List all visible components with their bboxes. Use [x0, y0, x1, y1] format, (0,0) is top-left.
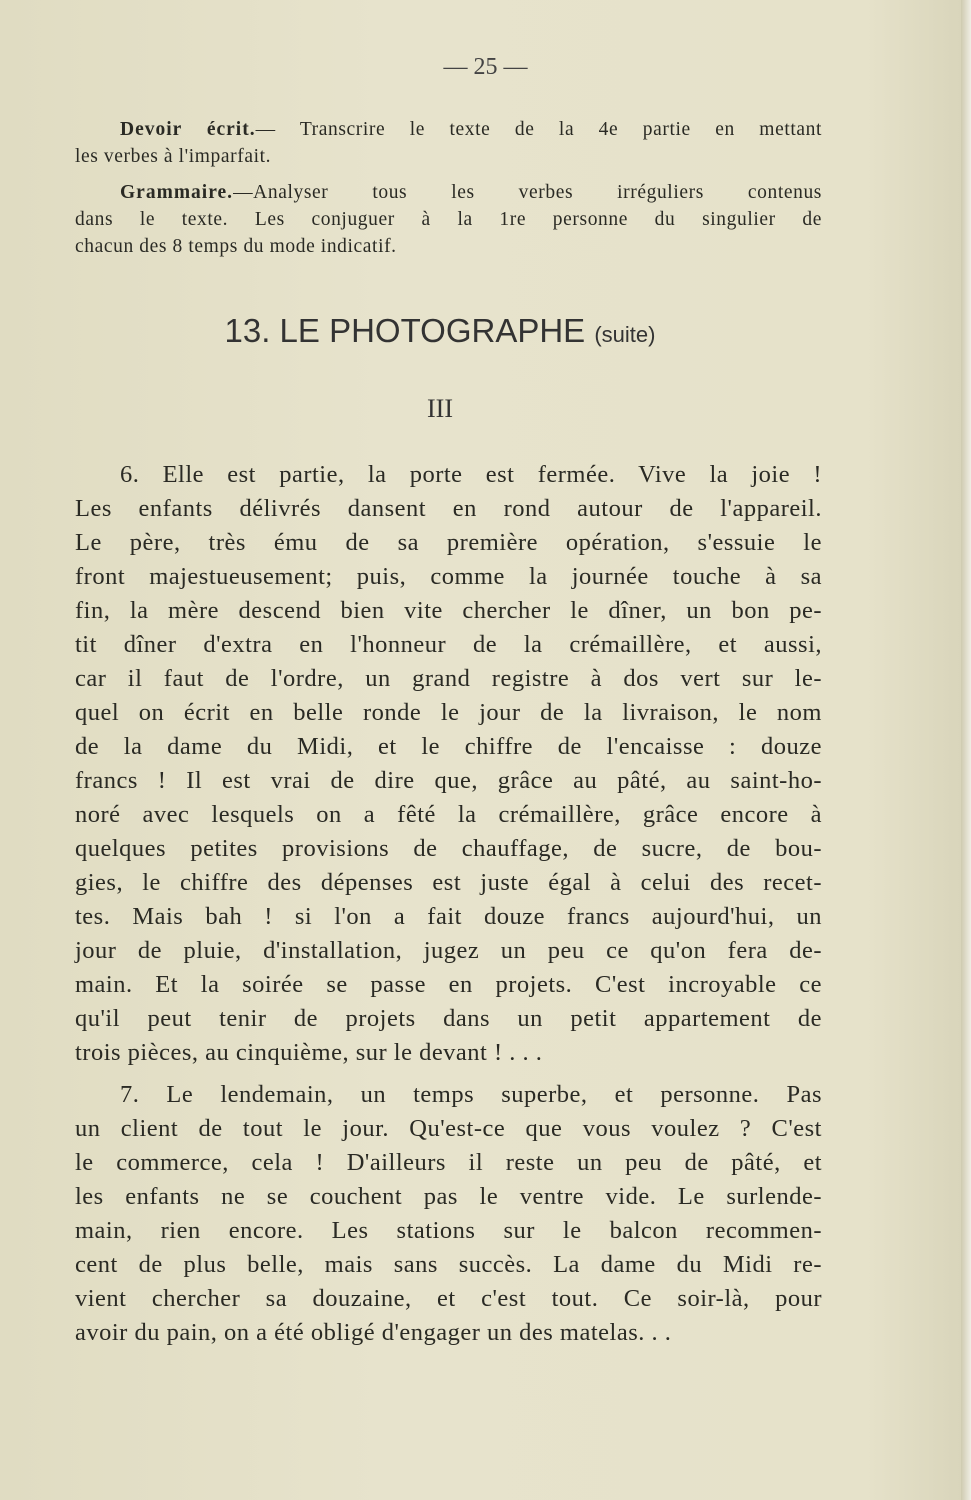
text-line: un client de tout le jour. Qu'est-ce que vous voulez ? C'est	[75, 1115, 822, 1142]
text-line: vient chercher sa douzaine, et c'est tout. Ce soir-là, pour	[75, 1285, 822, 1312]
exercise-text: —Analyser tous les verbes irréguliers contenus	[233, 182, 822, 203]
page-number: — 25 —	[443, 54, 528, 80]
text-line: quel on écrit en belle ronde le jour de la livraison, le nom	[75, 699, 822, 726]
exercise-grammaire	[75, 179, 822, 260]
text-line: le commerce, cela ! D'ailleurs il reste un peu de pâté, et	[75, 1149, 822, 1176]
exercise-text: les verbes à l'imparfait.	[75, 146, 272, 167]
text-line: tit dîner d'extra en l'honneur de la crémaillère, et aussi,	[75, 631, 822, 658]
paragraph-6	[75, 458, 822, 1070]
text-line: de la dame du Midi, et le chiffre de l'encaisse : douze	[75, 733, 822, 760]
text-line: 6. Elle est partie, la porte est fermée. Vive la joie !	[120, 461, 822, 488]
exercise-label: Grammaire.	[120, 182, 234, 203]
exercise-text: — Transcrire le texte de la 4e partie en mettant	[255, 119, 822, 140]
text-line: quelques petites provisions de chauffage, de sucre, de bou-	[75, 835, 822, 862]
exercise-text: dans le texte. Les conjuguer à la 1re personne du singulier de	[75, 209, 822, 230]
exercise-text: chacun des 8 temps du mode indicatif.	[75, 236, 397, 257]
text-line: trois pièces, au cinquième, sur le devant ! . . .	[75, 1039, 543, 1066]
text-line: main. Et la soirée se passe en projets. C'est incroyable ce	[75, 971, 822, 998]
chapter-title-text: 13. LE PHOTOGRAPHE	[224, 312, 586, 349]
text-line: tes. Mais bah ! si l'on a fait douze francs aujourd'hui, un	[75, 903, 822, 930]
chapter-suffix: (suite)	[594, 322, 656, 347]
text-line: qu'il peut tenir de projets dans un petit appartement de	[75, 1005, 822, 1032]
text-line: jour de pluie, d'installation, jugez un peu ce qu'on fera de-	[75, 937, 822, 964]
text-line: Les enfants délivrés dansent en rond autour de l'appareil.	[75, 495, 822, 522]
chapter-title	[0, 312, 880, 350]
paragraph-7	[75, 1078, 822, 1350]
text-line: front majestueusement; puis, comme la journée touche à sa	[75, 563, 822, 590]
text-line: 7. Le lendemain, un temps superbe, et personne. Pas	[120, 1081, 822, 1108]
text-line: noré avec lesquels on a fêté la crémaillère, grâce encore à	[75, 801, 822, 828]
text-line: cent de plus belle, mais sans succès. La dame du Midi re-	[75, 1251, 822, 1278]
page-edge	[961, 0, 971, 1500]
exercise-devoir	[75, 116, 822, 170]
text-line: gies, le chiffre des dépenses est juste égal à celui des recet-	[75, 869, 822, 896]
text-line: les enfants ne se couchent pas le ventre vide. Le surlende-	[75, 1183, 822, 1210]
text-line: avoir du pain, on a été obligé d'engager un des matelas. . .	[75, 1319, 672, 1346]
text-line: main, rien encore. Les stations sur le balcon recommen-	[75, 1217, 822, 1244]
text-line: Le père, très ému de sa première opération, s'essuie le	[75, 529, 822, 556]
section-number: III	[427, 394, 453, 423]
text-line: francs ! Il est vrai de dire que, grâce au pâté, au saint-ho-	[75, 767, 822, 794]
text-line: car il faut de l'ordre, un grand registre à dos vert sur le-	[75, 665, 822, 692]
exercise-label: Devoir écrit.	[120, 119, 256, 140]
text-line: fin, la mère descend bien vite chercher le dîner, un bon pe-	[75, 597, 822, 624]
